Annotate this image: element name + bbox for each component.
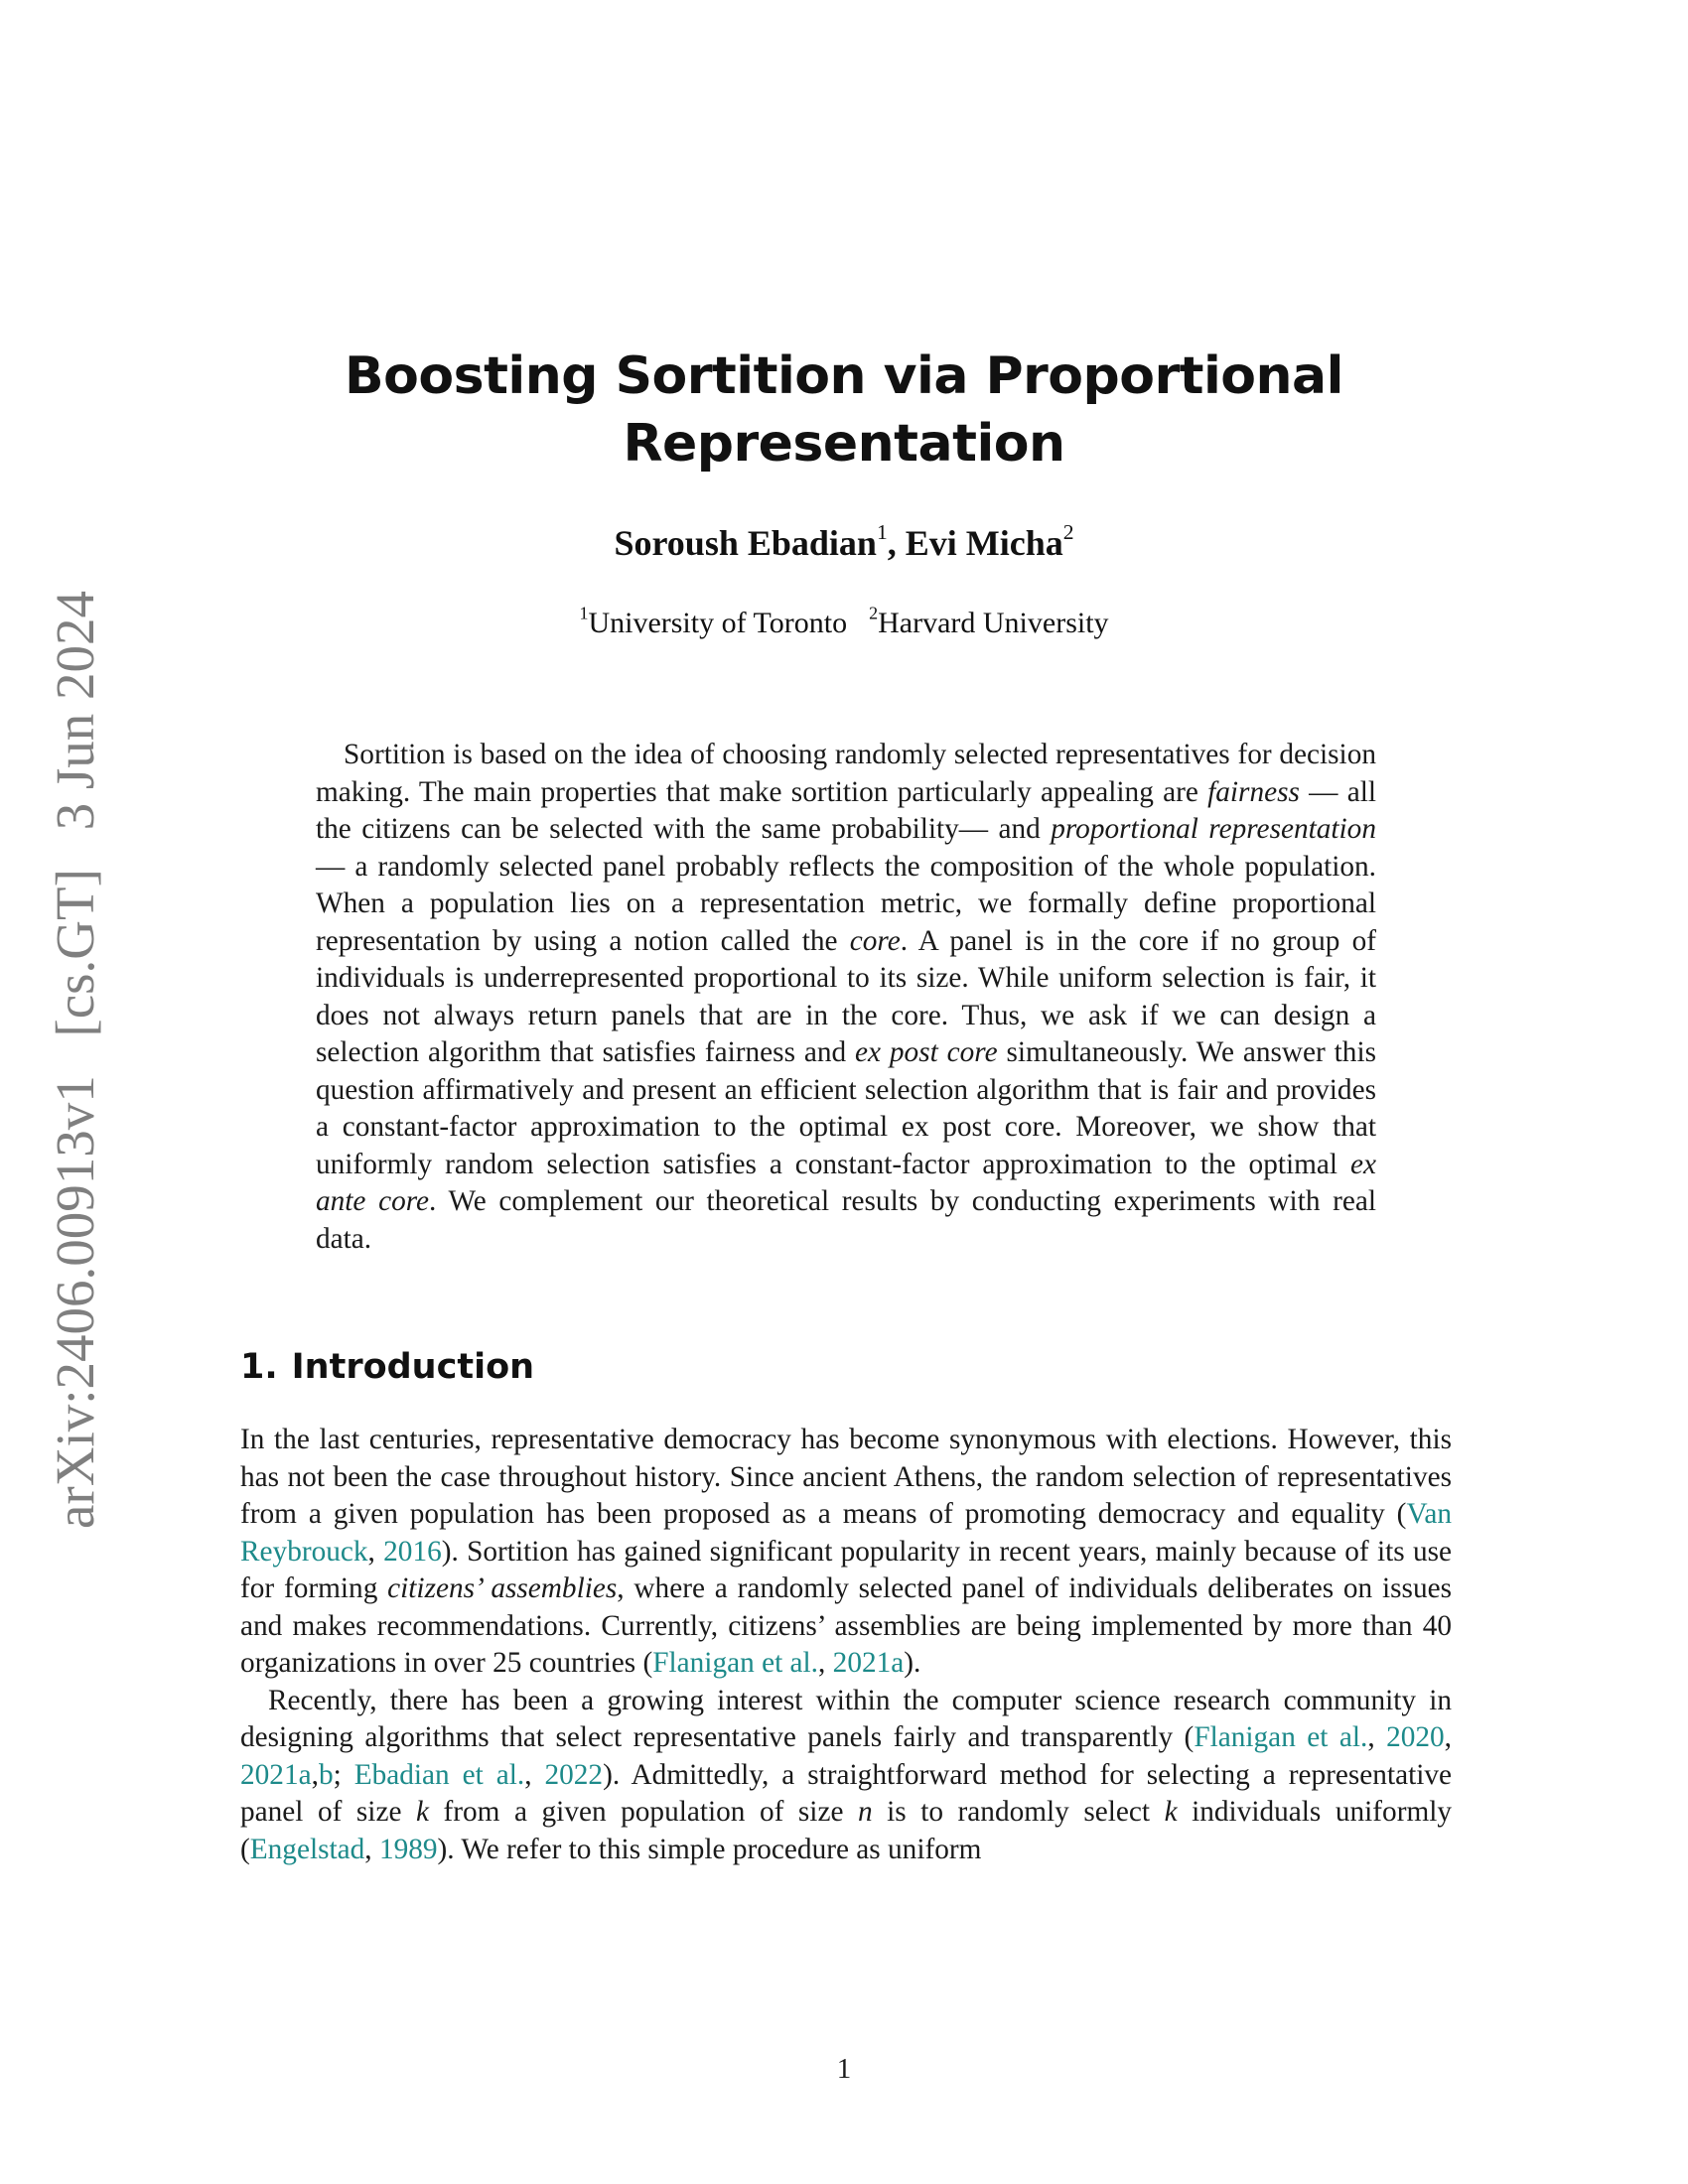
body-text: In the last centuries, representative democracy has become synonymous with elections. However, this has not been the case throughout history. Since ancient Athens, the random selection of representatives from a given population has been proposed as a means of promoting democracy and equality ( [240, 1424, 1452, 1530]
abstract-emphasis: fairness [1207, 775, 1300, 808]
section-title: Introduction [291, 1347, 535, 1387]
paragraph [240, 1422, 1452, 1683]
affiliation-name: Harvard University [878, 607, 1109, 639]
citation-separator: , [524, 1758, 545, 1791]
arxiv-id: arXiv:2406.00913v1 [45, 1075, 105, 1529]
abstract-text: Sortition is based on the idea of choosing randomly selected representatives for decision making. The main properties that make sortition particularly appealing are [316, 739, 1376, 808]
citation-year-link[interactable]: 2021a [240, 1758, 312, 1791]
math-variable: k [1164, 1796, 1178, 1828]
citation-year-link[interactable]: 2021a [832, 1647, 905, 1679]
page-number: 1 [836, 2053, 852, 2085]
abstract [316, 737, 1376, 1258]
body-emphasis: citizens’ assemblies [387, 1572, 618, 1604]
body-text: , where a randomly selected panel of individuals deliberates on issues and makes recommendations. Currently, citizens’ assemblies are being implemented by more than 40 organizations in over 25 countries ( [240, 1572, 1452, 1679]
abstract-emphasis: core [849, 924, 901, 957]
citation-year-link[interactable]: 2020 [1386, 1721, 1445, 1753]
citation-link[interactable]: Van Reybrouck [240, 1498, 1452, 1568]
arxiv-date: 3 Jun 2024 [45, 591, 105, 831]
citation-link[interactable]: Flanigan et al. [652, 1647, 819, 1679]
author-name: Evi Micha [905, 523, 1063, 563]
author-affil-mark: 2 [1062, 519, 1074, 544]
citation-separator: , [364, 1833, 379, 1865]
citation-year-link[interactable]: 1989 [378, 1833, 438, 1865]
citation-year-link[interactable]: 2022 [544, 1758, 604, 1791]
body-text: from a given population of size [429, 1796, 858, 1828]
abstract-text: . A panel is in the core if no group of individuals is underrepresented proportional to its size. While uniform selection is fair, it does not always return panels that are in the core. Thus, we ask if we can design a selection algorithm that satisfies fairness and [316, 924, 1376, 1068]
math-variable: k [415, 1796, 429, 1828]
citation-link[interactable]: Ebadian et al. [353, 1758, 525, 1791]
title-line-1: Boosting Sortition via Proportional [345, 346, 1343, 406]
abstract-emphasis: proportional representation [1051, 813, 1376, 845]
citation-link[interactable]: Flanigan et al. [1194, 1721, 1368, 1753]
citation-link[interactable]: Engelstad [249, 1833, 365, 1865]
body-text: individuals uniformly ( [240, 1796, 1453, 1865]
abstract-text: simultaneously. We answer this question affirmatively and present an efficient selection algorithm that is fair and provides a constant-factor approximation to the optimal ex post core. Moreover, we show that uniformly random selection satisfies a constant-factor approximation to the optimal [316, 1036, 1376, 1180]
title-line-2: Representation [623, 414, 1065, 474]
paper-title [248, 342, 1440, 478]
citation-separator: , [367, 1535, 384, 1568]
citation-separator: , [1444, 1721, 1452, 1753]
body-text: ). We refer to this simple procedure as uniform [437, 1833, 982, 1865]
body-text: Recently, there has been a growing interest within the computer science research community in designing algorithms that select representative panels fairly and transparently ( [240, 1684, 1452, 1753]
citation-separator: , [1367, 1721, 1387, 1753]
arxiv-category: [cs.GT] [45, 869, 105, 1037]
math-variable: n [857, 1796, 873, 1828]
paragraph [240, 1683, 1452, 1869]
introduction-body [240, 1422, 1452, 1868]
body-text: ). [904, 1647, 921, 1679]
affiliation-list [248, 604, 1440, 643]
section-heading [240, 1342, 534, 1392]
citation-separator: , [311, 1758, 319, 1791]
body-text: ). Admittedly, a straightforward method for selecting a representative panel of size [240, 1758, 1453, 1828]
section-number: 1. [240, 1347, 278, 1387]
arxiv-stamp [46, 591, 105, 1529]
affiliation-mark: 2 [869, 603, 879, 623]
author-separator: , [887, 523, 906, 563]
body-text: ). Sortition has gained significant popularity in recent years, mainly because of its use for forming [240, 1535, 1452, 1604]
citation-separator: , [818, 1647, 833, 1679]
citation-separator: ; [333, 1758, 354, 1791]
citation-year-link[interactable]: 2016 [383, 1535, 442, 1568]
author-name: Soroush Ebadian [614, 523, 877, 563]
abstract-text: — a randomly selected panel probably reflects the composition of the whole population. When a population lies on a representation metric, we formally define proportional representation by using a notion called the [316, 850, 1376, 957]
affiliation-name: University of Toronto [588, 607, 848, 639]
abstract-text: — all the citizens can be selected with the same probability— and [316, 775, 1376, 845]
citation-year-link[interactable]: b [318, 1758, 334, 1791]
abstract-emphasis: ex post core [855, 1036, 998, 1068]
affiliation-mark: 1 [579, 603, 589, 623]
abstract-text: . We complement our theoretical results by conducting experiments with real data. [316, 1185, 1377, 1255]
abstract-emphasis: ex ante core [316, 1148, 1376, 1217]
author-list [248, 521, 1440, 565]
author-affil-mark: 1 [876, 519, 888, 544]
body-text: is to randomly select [872, 1796, 1165, 1828]
